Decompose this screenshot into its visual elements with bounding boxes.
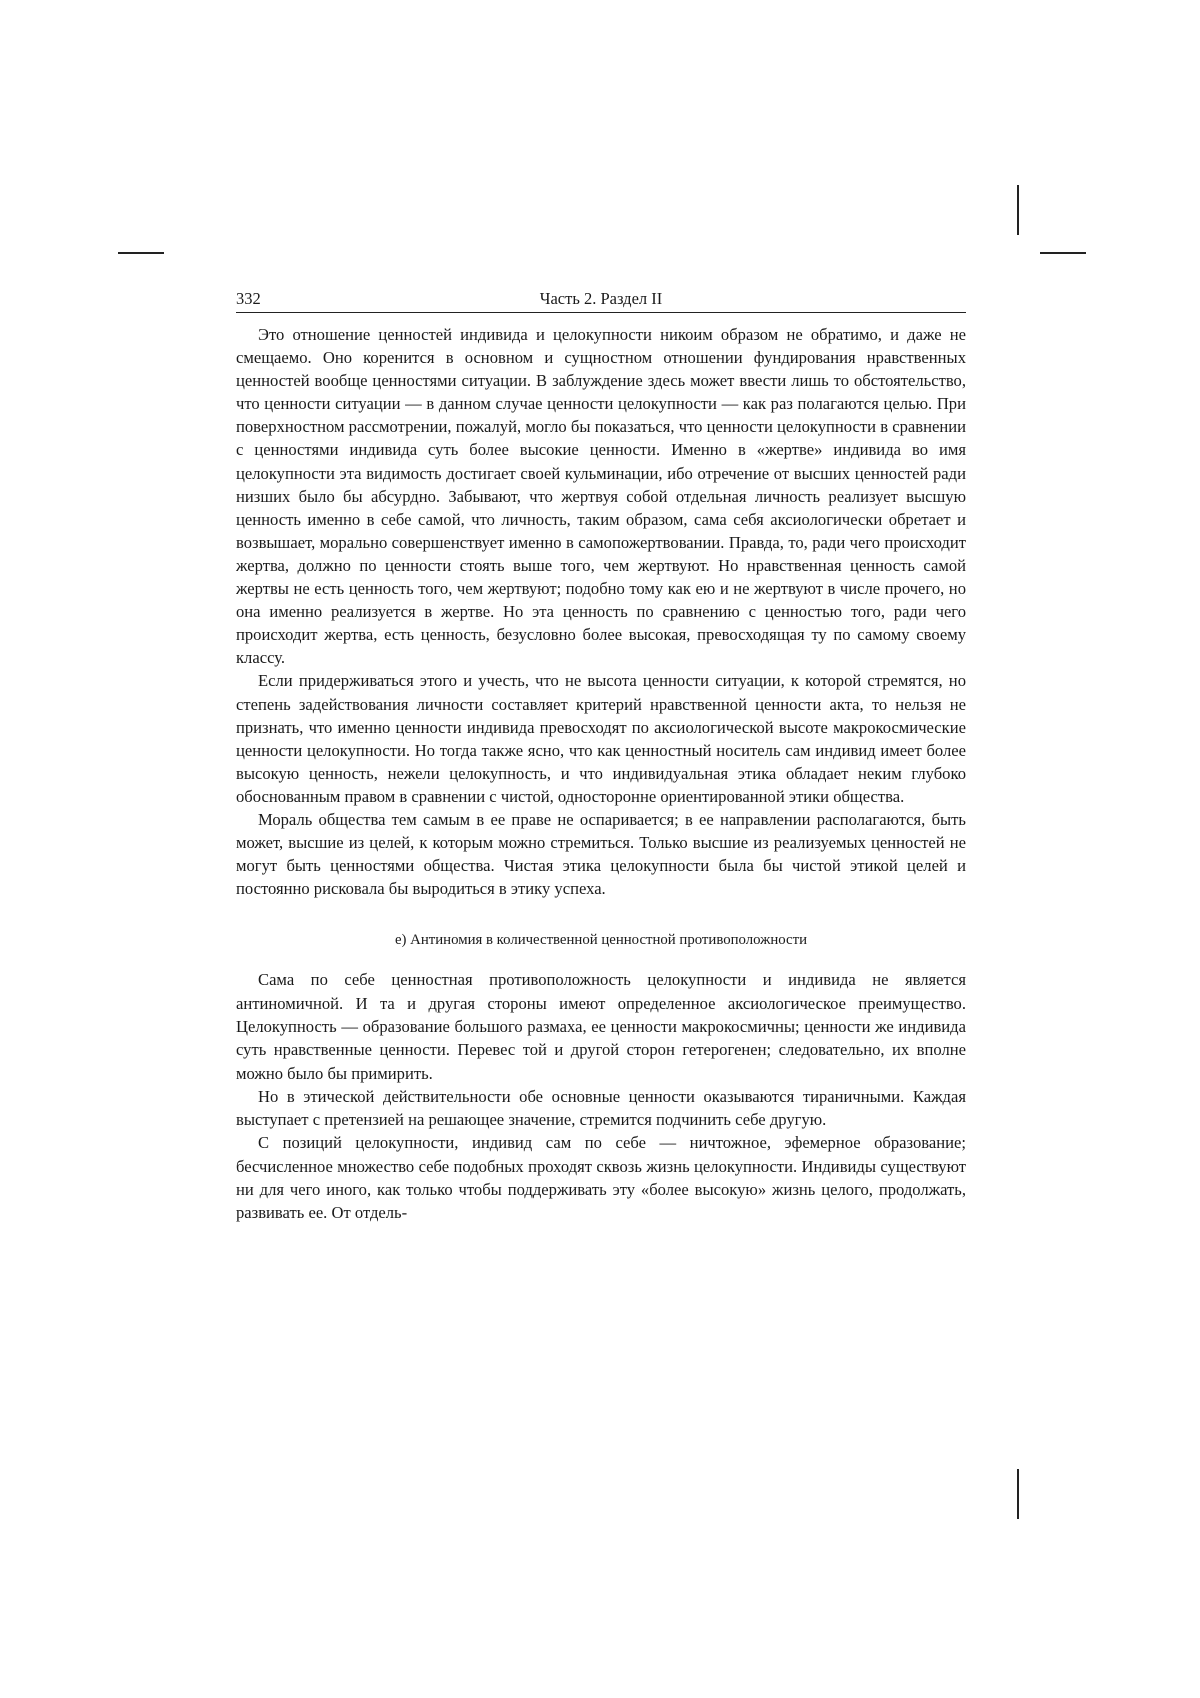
section-body-text: [236, 968, 966, 1224]
section-heading: е) Антиномия в количественной ценностной противоположности: [236, 930, 966, 950]
paragraph: Это отношение ценностей индивида и целокупности никоим образом не обратимо, и даже не смещаемо. Оно коренится в основном и сущностном отношении фундирования нравственных ценностей вообще ценностями ситуации. В заблуждение здесь может ввести лишь то обстоятельство, что ценности ситуации — в данном случае ценности целокупности — как раз полагаются целью. При поверхностном рассмотрении, пожалуй, могло бы показаться, что ценности целокупности в сравнении с ценностями индивида суть более высокие ценности. Именно в «жертве» индивида во имя целокупности эта видимость достигает своей кульминации, ибо отречение от высших ценностей ради низших было бы абсурдно. Забывают, что жертвуя собой отдельная личность реализует высшую ценность именно в себе самой, что личность, таким образом, сама себя аксиологически обретает и возвышает, морально совершенствует именно в самопожертвовании. Правда, то, ради чего происходит жертва, должно по ценности стоять выше того, чем жертвуют. Но нравственная ценность самой жертвы не есть ценность того, чем жертвуют; подобно тому как ею и не жертвуют в числе прочего, но она именно реализуется в жертве. Но эта ценность по сравнению с ценностью того, ради чего происходит жертва, есть ценность, безусловно более высокая, превосходящая ту по самому своему классу.: [236, 323, 966, 669]
paragraph: Но в этической действительности обе основные ценности оказываются тираничными. Каждая выступает с претензией на решающее значение, стремится подчинить себе другую.: [236, 1085, 966, 1132]
crop-mark-bottom: [1017, 1469, 1019, 1519]
paragraph: Сама по себе ценностная противоположность целокупности и индивида не является антиномичной. И та и другая стороны имеют определенное аксиологическое преимущество. Целокупность — образование большого размаха, ее ценности макрокосмичны; ценности же индивида суть нравственные ценности. Перевес той и другой сторон гетерогенен; следовательно, их вполне можно было бы примирить.: [236, 968, 966, 1084]
body-text: [236, 323, 966, 900]
crop-mark-left: [118, 252, 164, 254]
paragraph: Если придерживаться этого и учесть, что не высота ценности ситуации, к которой стремятся, но степень задействования личности составляет критерий нравственной ценности акта, то нельзя не признать, что именно ценности индивида превосходят по аксиологической высоте макрокосмические ценности целокупности. Но тогда также ясно, что как ценностный носитель сам индивид имеет более высокую ценность, нежели целокупность, и что индивидуальная этика обладает неким глубоко обоснованным правом в сравнении с чистой, односторонне ориентированной этики общества.: [236, 669, 966, 808]
crop-mark-right: [1040, 252, 1086, 254]
book-page: [236, 288, 966, 1225]
paragraph: С позиций целокупности, индивид сам по себе — ничтожное, эфемерное образование; бесчисленное множество себе подобных проходят сквозь жизнь целокупности. Индивиды существуют ни для чего иного, как только чтобы поддерживать эту «более высокую» жизнь целого, продолжать, развивать ее. От отдель-: [236, 1131, 966, 1224]
page-number: 332: [236, 289, 261, 309]
crop-mark-top: [1017, 185, 1019, 235]
paragraph: Мораль общества тем самым в ее праве не оспаривается; в ее направлении располагаются, быть может, высшие из целей, к которым можно стремиться. Только высшие из реализуемых ценностей не могут быть ценностями общества. Чистая этика целокупности была бы чистой этикой целей и постоянно рисковала бы выродиться в этику успеха.: [236, 808, 966, 900]
running-title: Часть 2. Раздел II: [236, 289, 966, 309]
running-head: [236, 288, 966, 313]
